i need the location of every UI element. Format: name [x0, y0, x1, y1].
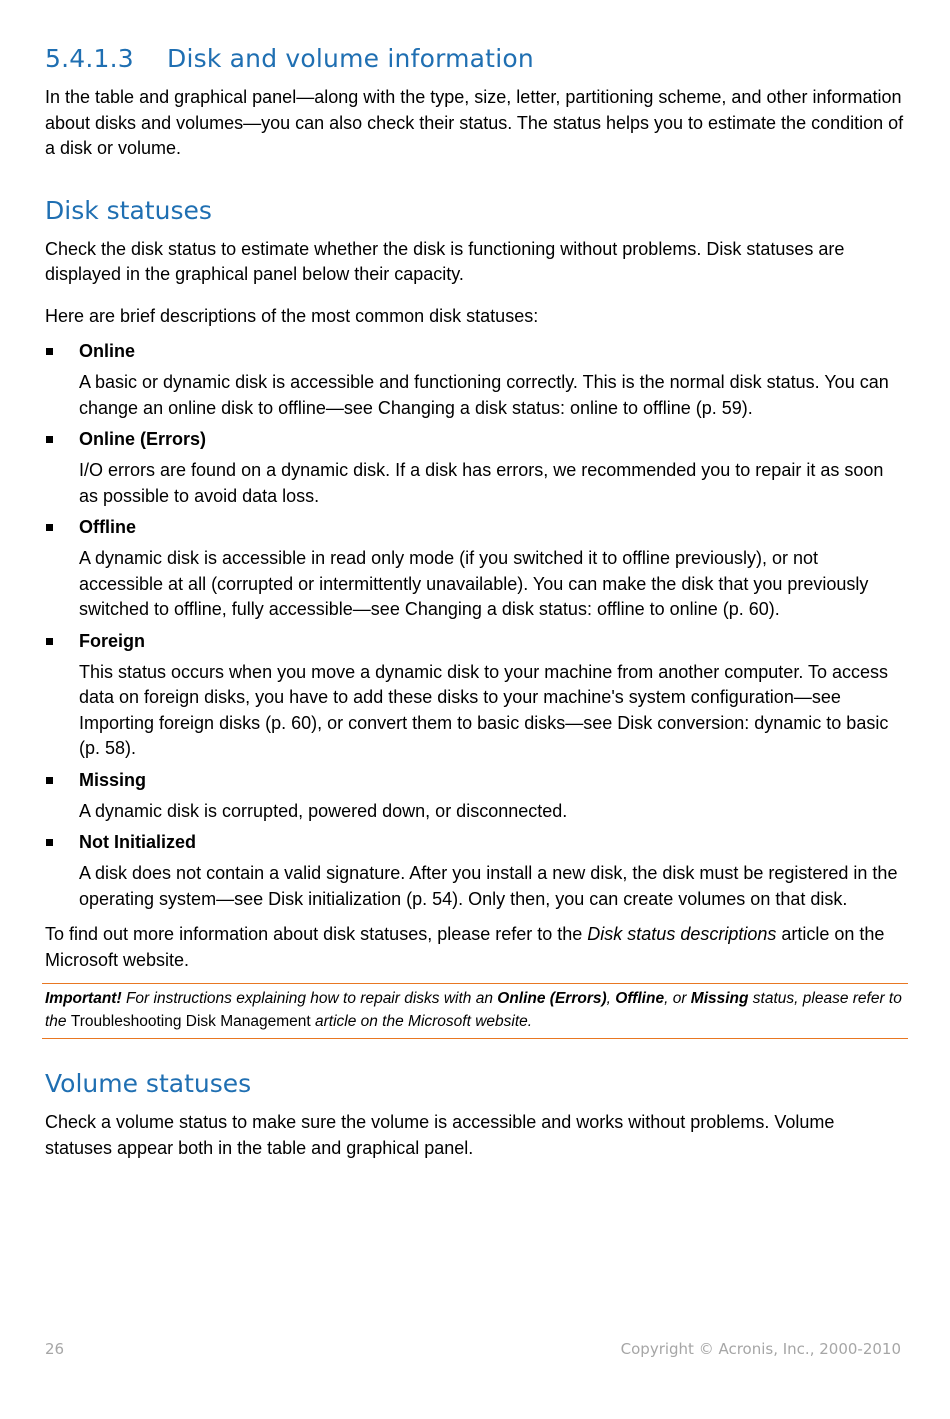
disk-status-intro: Here are brief descriptions of the most common disk statuses:	[45, 305, 539, 326]
status-term: Foreign	[79, 630, 145, 651]
page-number: 26	[45, 1340, 65, 1358]
more-info-text-end: article on the Microsoft website.	[45, 924, 885, 970]
bullet-icon	[46, 638, 53, 645]
list-item	[45, 427, 905, 509]
bullet-icon	[46, 436, 53, 443]
note-status-online-errors: Online (Errors)	[497, 990, 607, 1007]
note-label: Important!	[45, 990, 122, 1007]
bullet-icon	[46, 839, 53, 846]
list-item	[45, 339, 905, 421]
note-text: article on the Microsoft website.	[310, 1013, 533, 1030]
status-description: This status occurs when you move a dynamic disk to your machine from another computer. To access data on foreign disks, you have to add these disks to your machine's system configuration—see Importing foreign disks (p. 60), or convert them to basic disks—see Disk conversion: dynamic to basic (p. 58).	[79, 661, 889, 758]
more-info-paragraph	[45, 922, 905, 973]
list-item	[45, 629, 905, 762]
list-item	[45, 830, 905, 912]
bullet-icon	[46, 524, 53, 531]
note-status-offline: Offline	[615, 990, 665, 1007]
intro-paragraph: In the table and graphical panel—along with the type, size, letter, partitioning scheme, and other information about disks and volumes—you can also check their status. The status helps you to estimate the condition of a disk or volume.	[45, 87, 904, 158]
note-article-title: Troubleshooting Disk Management	[70, 1013, 311, 1030]
status-description: A disk does not contain a valid signature. After you install a new disk, the disk must be registered in the operating system—see Disk initialization (p. 54). Only then, you can create volumes on that disk.	[79, 863, 898, 909]
list-item	[45, 768, 905, 825]
note-text: ,	[606, 990, 616, 1007]
bullet-icon	[46, 777, 53, 784]
volume-status-paragraph: Check a volume status to make sure the volume is accessible and works without problems. Volume statuses appear both in the table and graphical panel.	[45, 1112, 835, 1158]
status-description: I/O errors are found on a dynamic disk. If a disk has errors, we recommended you to repair it as soon as possible to avoid data loss.	[79, 460, 884, 506]
disk-statuses-heading: Disk statuses	[45, 195, 212, 225]
note-text: , or	[664, 990, 691, 1007]
note-text: For instructions explaining how to repair disks with an	[121, 990, 498, 1007]
disk-status-list	[45, 339, 905, 912]
status-description: A basic or dynamic disk is accessible and functioning correctly. This is the normal disk status. You can change an online disk to offline—see Changing a disk status: online to offline (p. 59).	[79, 372, 889, 418]
more-info-text: To find out more information about disk statuses, please refer to the	[45, 924, 588, 944]
section-heading	[45, 44, 905, 73]
status-description: A dynamic disk is corrupted, powered down, or disconnected.	[79, 800, 568, 821]
list-item	[45, 515, 905, 623]
note-text: status, please refer to the	[45, 990, 902, 1030]
status-description: A dynamic disk is accessible in read only mode (if you switched it to offline previously), or not accessible at all (corrupted or intermittently unavailable). You can make the disk that you previously switched to offline, fully accessible—see Changing a disk status: offline to online (p. 60).	[79, 548, 869, 619]
status-term: Online (Errors)	[79, 429, 207, 449]
important-note	[42, 983, 908, 1039]
status-term: Online	[79, 341, 136, 361]
section-title: Disk and volume information	[167, 44, 534, 73]
status-term: Offline	[79, 517, 136, 537]
article-title: Disk status descriptions	[587, 924, 777, 944]
status-term: Not Initialized	[79, 832, 196, 852]
section-number: 5.4.1.3	[45, 44, 134, 73]
document-page	[45, 44, 905, 1177]
disk-status-paragraph: Check the disk status to estimate whether the disk is functioning without problems. Disk statuses are displayed in the graphical panel below their capacity.	[45, 238, 845, 284]
bullet-icon	[46, 348, 53, 355]
note-status-missing: Missing	[690, 990, 749, 1007]
volume-statuses-heading: Volume statuses	[45, 1069, 252, 1098]
status-term: Missing	[79, 769, 147, 790]
copyright: Copyright © Acronis, Inc., 2000-2010	[620, 1340, 901, 1358]
